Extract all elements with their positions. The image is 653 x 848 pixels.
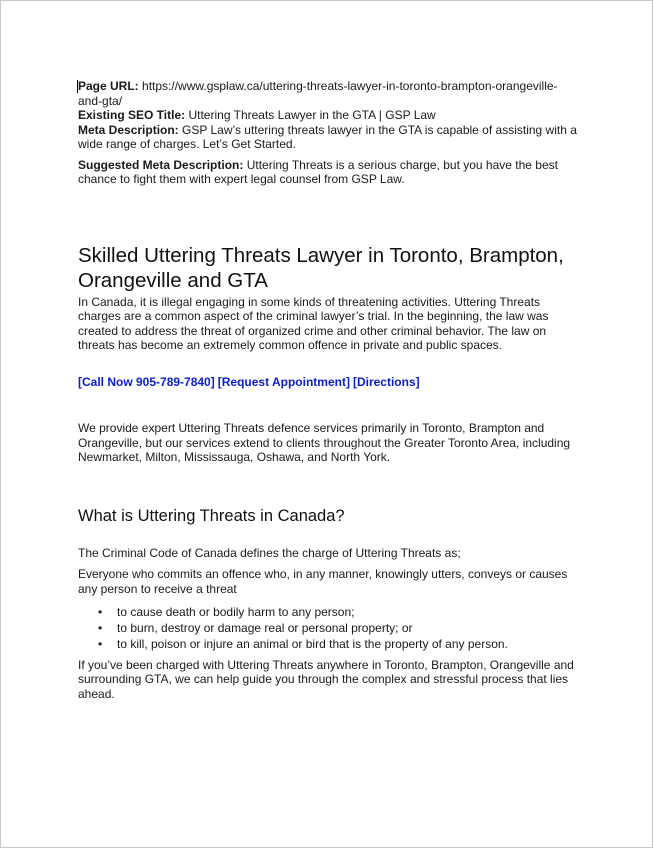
services-paragraph: We provide expert Uttering Threats defence services primarily in Toronto, Brampton and Orangeville, but our services extend to clients throughout the Greater Toronto Area, including Newmarket, Milton, Mississauga, Oshawa, and North York.: [78, 421, 571, 464]
list-item-text: to burn, destroy or damage real or personal property; or: [117, 621, 413, 635]
suggested-meta-line: [78, 158, 578, 187]
suggested-meta-label: Suggested Meta Description:: [78, 157, 244, 172]
text-cursor: [77, 80, 78, 93]
suggested-meta-value: Uttering Threats is a serious charge, but you have the best chance to fight them with expert legal counsel from GSP Law.: [78, 157, 558, 186]
request-appointment-link[interactable]: [Request Appointment]: [217, 374, 350, 389]
closing-paragraph: If you’ve been charged with Uttering Threats anywhere in Toronto, Brampton, Orangeville and surrounding GTA, we can help guide you through the complex and stressful process that lies ahead.: [78, 657, 574, 701]
threat-list: [78, 605, 578, 652]
seo-title-value: Uttering Threats Lawyer in the GTA | GSP Law: [185, 108, 436, 122]
criminal-code-paragraph: The Criminal Code of Canada defines the charge of Uttering Threats as;: [78, 545, 461, 560]
meta-description-line: [78, 123, 578, 152]
list-item: [78, 621, 578, 636]
list-item: [78, 605, 578, 620]
list-item-text: to cause death or bodily harm to any person;: [117, 605, 355, 619]
bullet-icon: •: [98, 637, 103, 651]
document-body[interactable]: [78, 79, 578, 701]
seo-title-label: Existing SEO Title:: [78, 108, 186, 122]
call-now-link[interactable]: [Call Now 905-789-7840]: [78, 374, 215, 389]
page-heading: Skilled Uttering Threats Lawyer in Toronto, Brampton, Orangeville and GTA: [78, 243, 564, 292]
seo-meta-block: [78, 79, 578, 187]
page-url-label: Page URL:: [78, 79, 139, 93]
list-item-text: to kill, poison or injure an animal or bird that is the property of any person.: [117, 637, 508, 651]
list-item: [78, 637, 578, 652]
page-url-line: [78, 79, 578, 108]
definition-paragraph: Everyone who commits an offence who, in any manner, knowingly utters, conveys or causes any person to receive a threat: [78, 567, 568, 596]
seo-title-line: [78, 108, 578, 123]
cta-links: [78, 375, 578, 390]
meta-description-label: Meta Description:: [78, 122, 179, 137]
bullet-icon: •: [98, 605, 103, 619]
meta-description-value: GSP Law’s uttering threats lawyer in the GTA is capable of assisting with a wide range of charges. Let’s Get Started.: [78, 122, 577, 151]
section-heading: What is Uttering Threats in Canada?: [78, 506, 345, 525]
page-url-value: https://www.gsplaw.ca/uttering-threats-lawyer-in-toronto-brampton-orangeville-and-gta/: [78, 79, 558, 108]
intro-paragraph: In Canada, it is illegal engaging in some kinds of threatening activities. Uttering Threats charges are a common aspect of the criminal lawyer’s trial. In the beginning, the law was created to address the threat of organized crime and other criminal behavior. The law on threats has become an extremely common offence in private and public spaces.: [78, 294, 549, 352]
bullet-icon: •: [98, 621, 103, 635]
directions-link[interactable]: [Directions]: [352, 374, 420, 389]
